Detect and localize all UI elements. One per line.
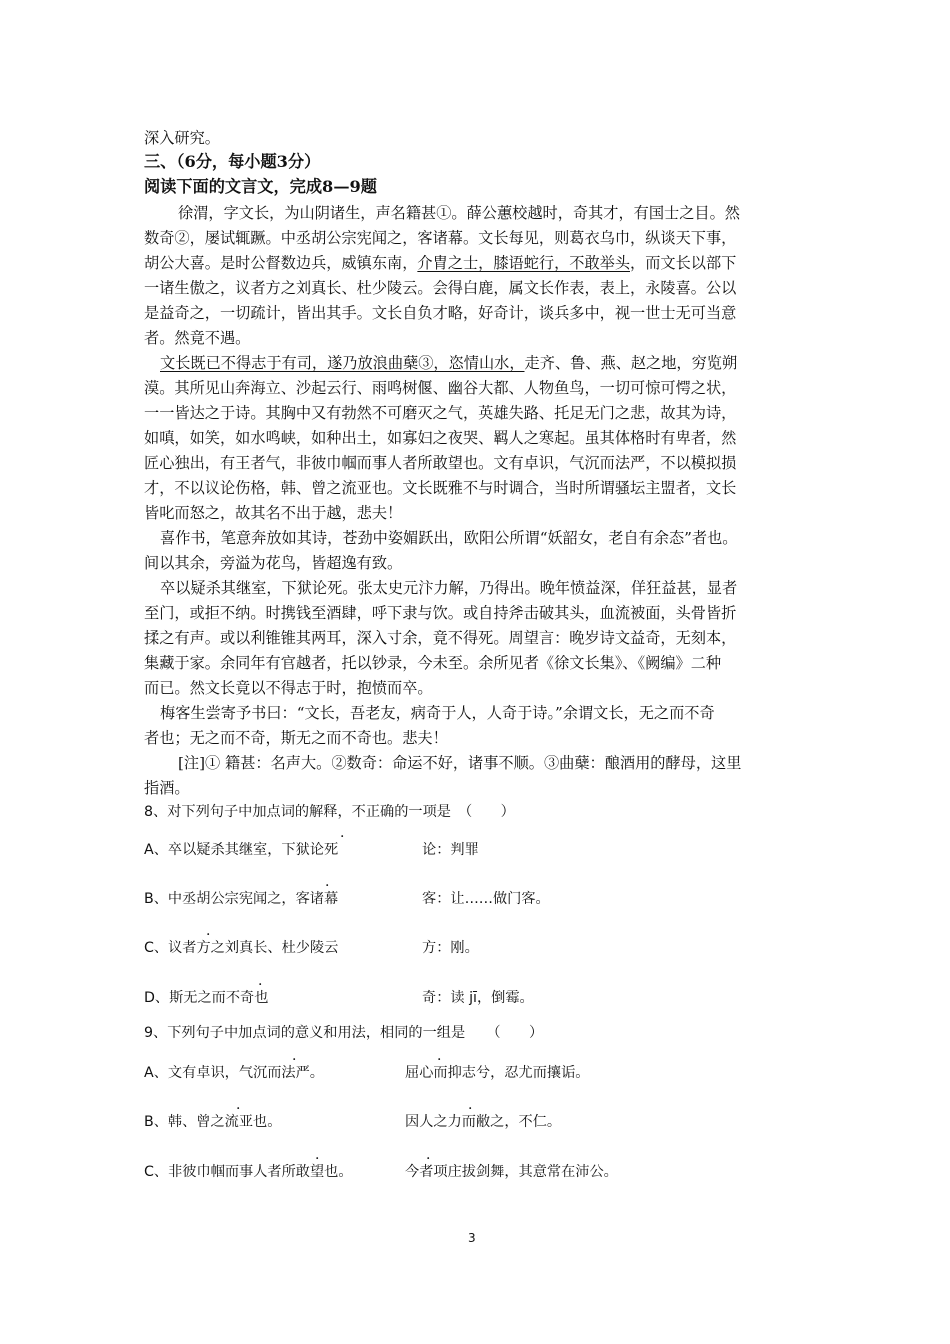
passage-line: 数奇②，屡试辄蹶。中丞胡公宗宪闻之，客诸幕。文长每见，则葛衣乌巾，纵谈天下事， — [144, 229, 737, 247]
passage-line: 集藏于家。余同年有官越者，托以钞录，今未至。余所见者《徐文长集》、《阙编》二种 — [144, 654, 722, 672]
emphasis-dot: · — [426, 1151, 431, 1167]
option-d-gloss: 奇：读 jī，倒霉。 — [422, 990, 534, 1006]
passage-line: 一诸生傲之，议者方之刘真长、杜少陵云。会得白鹿，属文长作表，表上，永陵喜。公以 — [144, 279, 737, 297]
question-stem: 8、对下列句子中加点词的解释，不正确的一项是 （ ） — [144, 804, 515, 820]
passage-line: 胡公大喜。是时公督数边兵，威镇东南，介胄之士，膝语蛇行，不敢举头，而文长以部下 — [144, 254, 737, 272]
emphasis-dot: · — [468, 1101, 473, 1117]
note-line: [注]① 籍甚：名声大。②数奇：命运不好，诸事不顺。③曲蘖：酿酒用的酵母，这里 — [178, 754, 742, 772]
passage-line: 者。然竟不遇。 — [144, 329, 251, 347]
passage-line: 才，不以议论伤格，韩、曾之流亚也。文长既雅不与时调合，当时所谓骚坛主盟者，文长 — [144, 479, 737, 497]
underlined-phrase: 文长既已不得志于有司，遂乃放浪曲蘖③，恣情山水， — [160, 354, 525, 372]
passage-line: 文长既已不得志于有司，遂乃放浪曲蘖③，恣情山水，走齐、鲁、燕、赵之地，穷览朔 — [160, 354, 738, 372]
passage-line: 徐渭，字文长，为山阴诸生，声名籍甚①。薛公蕙校越时，奇其才，有国士之目。然 — [178, 204, 740, 222]
option-c-sentence: C、议者方之刘真长、杜少陵云 — [144, 940, 339, 956]
section-title: 三、（6分，每小题3分） — [144, 152, 321, 171]
emphasis-dot: · — [315, 1151, 320, 1167]
emphasis-dot: · — [258, 977, 263, 993]
passage-line: 间以其余，旁溢为花鸟，皆超逸有致。 — [144, 554, 403, 572]
option-b-right: 因人之力而敝之，不仁。 — [405, 1114, 562, 1130]
passage-line: 漠。其所见山奔海立、沙起云行、雨鸣树偃、幽谷大都、人物鱼鸟，一切可惊可愕之状， — [144, 379, 737, 397]
option-b-sentence: B、中丞胡公宗宪闻之，客诸幕 — [144, 891, 339, 907]
passage-line: 而已。然文长竟以不得志于时，抱愤而卒。 — [144, 679, 433, 697]
option-c-right: 今者项庄拔剑舞，其意常在沛公。 — [405, 1164, 618, 1180]
passage-line: 者也；无之而不奇，斯无之而不奇也。悲夫！ — [144, 729, 448, 747]
passage-line: 是益奇之，一切疏计，皆出其手。文长自负才略，好奇计，谈兵多中，视一世士无可当意 — [144, 304, 737, 322]
page-number: 3 — [468, 1231, 476, 1245]
underlined-phrase: 介胄之士，膝语蛇行，不敢举头 — [417, 254, 630, 272]
passage-line: 至门，或拒不纳。时携钱至酒肆，呼下隶与饮。或自持斧击破其头，血流被面，头骨皆折 — [144, 604, 737, 622]
option-c-left: C、非彼巾帼而事人者所敢望也。 — [144, 1164, 353, 1180]
emphasis-dot: · — [437, 1052, 442, 1068]
passage-line: 一一皆达之于诗。其胸中又有勃然不可磨灭之气，英雄失路、托足无门之悲，故其为诗， — [144, 404, 737, 422]
option-c-gloss: 方：刚。 — [422, 940, 479, 956]
question-stem: 9、下列句子中加点词的意义和用法，相同的一组是 （ ） — [144, 1025, 544, 1041]
emphasis-dot: · — [206, 927, 211, 943]
emphasis-dot: · — [325, 878, 330, 894]
emphasis-dot: · — [340, 829, 345, 845]
emphasis-dot: · — [292, 1052, 297, 1068]
option-a-left: A、文有卓识，气沉而法严。 — [144, 1065, 324, 1081]
passage-line: 喜作书，笔意奔放如其诗，苍劲中姿媚跃出，欧阳公所谓“妖韶女，老自有余态”者也。 — [160, 529, 738, 547]
note-line: 指酒。 — [144, 779, 190, 797]
reading-instruction: 阅读下面的文言文，完成8—9题 — [144, 177, 377, 196]
option-a-right: 屈心而抑志兮，忍尤而攘诟。 — [405, 1065, 590, 1081]
passage-line: 匠心独出，有王者气，非彼巾帼而事人者所敢望也。文有卓识，气沉而法严，不以模拟损 — [144, 454, 737, 472]
option-a-sentence: A、卒以疑杀其继室，下狱论死 — [144, 842, 339, 858]
option-b-left: B、韩、曾之流亚也。 — [144, 1114, 282, 1130]
passage-line: 皆叱而怒之，故其名不出于越，悲夫！ — [144, 504, 403, 522]
option-d-sentence: D、斯无之而不奇也 — [144, 990, 269, 1006]
previous-section-tail: 深入研究。 — [144, 129, 220, 147]
passage-line: 如嗔，如笑，如水鸣峡，如种出土，如寡妇之夜哭、羁人之寒起。虽其体格时有卑者，然 — [144, 429, 737, 447]
passage-line: 揉之有声。或以利锥锥其两耳，深入寸余，竟不得死。周望言：晚岁诗文益奇，无刻本， — [144, 629, 737, 647]
option-b-gloss: 客：让……做门客。 — [422, 891, 550, 907]
passage-line: 梅客生尝寄予书曰：“文长，吾老友，病奇于人，人奇于诗。”余谓文长，无之而不奇 — [160, 704, 715, 722]
passage-line: 卒以疑杀其继室，下狱论死。张太史元汴力解，乃得出。晚年愤益深，佯狂益甚，显者 — [160, 579, 738, 597]
option-a-gloss: 论：判罪 — [422, 842, 479, 858]
emphasis-dot: · — [236, 1101, 241, 1117]
